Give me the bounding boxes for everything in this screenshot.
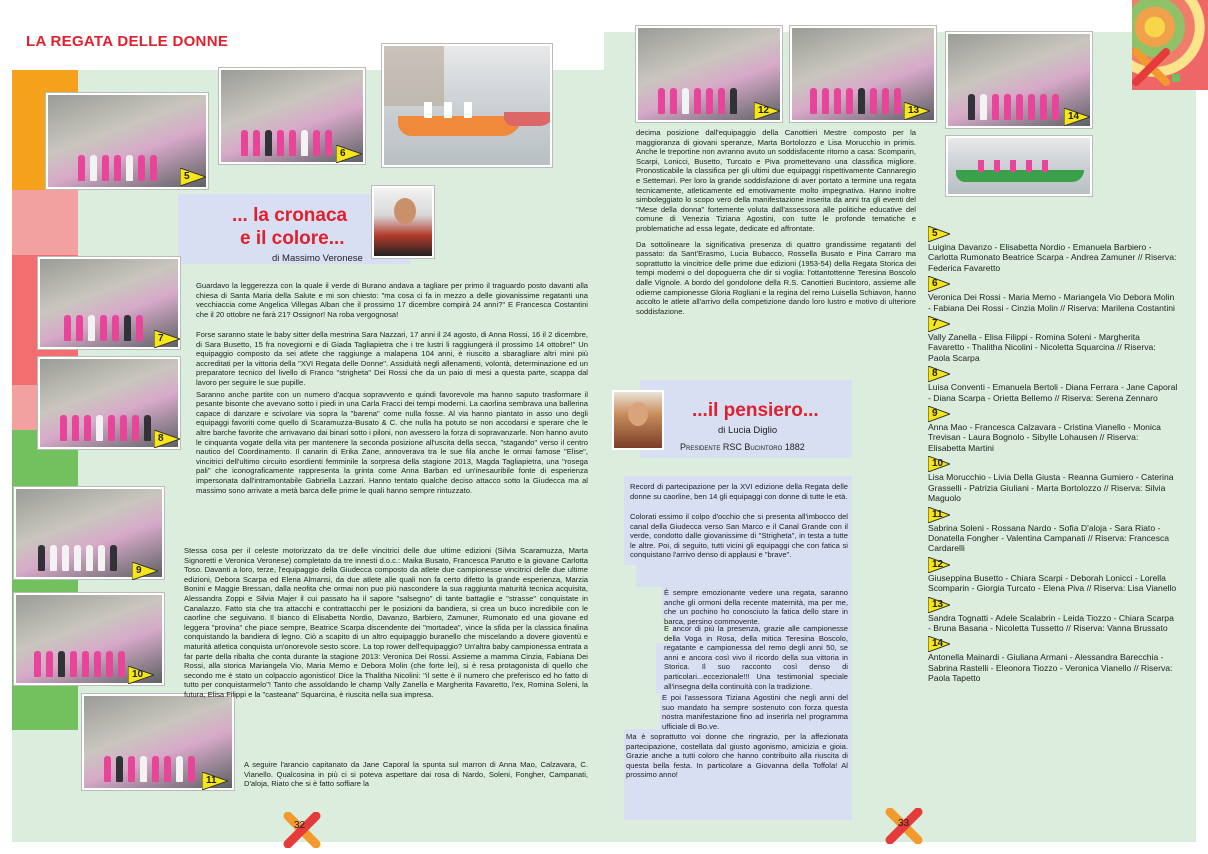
author-portrait-veronese <box>372 186 434 258</box>
crew-names: Luisa Conventi - Emanuela Bertoli - Diana Ferrara - Jane Caporal - Diana Scarpa - Orietta Bellemo // Riserva: Serena Zennaro <box>928 382 1178 403</box>
pensiero-box-cutout-5 <box>624 693 660 729</box>
pensiero-paragraph-3: È sempre emozionante vedere una regata, saranno anche gli ormoni della recente maternità, ma per me, che un pochino ho conosciuto la fatica dello stare in barca, persino commovente. <box>664 588 848 626</box>
crew-names: Sabrina Soleni - Rossana Nardo - Sofia D'aloja - Sara Riato - Donatella Fongher - Valentina Campanati // Riserva: Francesca Cardarelli <box>928 522 1170 554</box>
pensiero-box-cutout-2 <box>624 587 662 619</box>
pensiero-role: Presidente RSC Bucintoro 1882 <box>680 442 805 452</box>
page-number-right: 33 <box>898 818 910 829</box>
cronaca-title-line2: e il colore... <box>240 228 345 249</box>
cronaca-paragraph-3: Saranno anche partite con un numero d'acqua sopravvento e quindi favorevole ma hanno saputo trasformare il pesante bisonte che avevano sotto i piedi in una Carla Fracci dei tempi moderni. La caorlina sembrava una ballerina capace di danzare e scivolare via sopra la "barena" come nulla fosse. Al via hanno piantato in asso uno degli equipaggi favoriti come quello di Scaramuzza-Busato & C. che nulla ha potuto se non accodarsi e sperare che le altre barche favorite che arrivavano dai binari sotto i piloni, non avessero la forza di sopravanzarle. Non hanno avuto le cinquanta vogate della vita per mantenere la seconda posizione all'uscita della secca, "stagando" verso il centro nautico del Coordinamento. Il canarin di Erika Zane, annoverava tra le sue fila anche le ormai famose "Elise", vincitrici dell'ultimo circuito esordienti femminile la sorpresa della stagione 2013, Magda Tagliapietra, una "rosega pali" che iconograficamente rappresenta la grinta come Anna Barban ed un'inesauribile fonte di esperienza impersonata dall'intramontabile Gabriella Lazzari. Hanno tentato qualche deciso attacco sotto la Giudecca ma al massimo sono arrivate a metà barca delle prime le quali hanno sempre rintuzzato. <box>196 389 588 495</box>
cronaca-paragraph-4: Stessa cosa per il celeste motorizzato da tre delle vincitrici delle due ultime edizioni (Silvia Scaramuzza, Marta Signoretti e Veronica Veronese) completato da tre innesti d.o.c.: Maika Busato, Francesca Parutto e la giovane Carlotta Toso. Davanti a loro, terze, l'equipaggio della Giudecca composto da atlete due campionesse vincitrici delle due ultime edizioni, Debora Scarpa ed Elena Almansi, da due atlete alle quali non fa certo difetto la grande esperienza, Marzia Bonini e Maggie Bressan, dalla neofita che ormai non puo più nascondere la sua raggiunta maturità tecnica acquisita, Alessandra Zoppi e Silvia Majer il cui passato ha il sapore "salsegno" di tante battaglie e "strasse" conquistate in Canalazzo. Fatto sta che tra attacchi e contrattacchi per le posizioni da bandiera, si crea un buco incredibile con le caorline che seguivano. Il bianco di Elisabetta Nordio, Davanzo, Barbiero, Zamuner, Rumonato ed una giovane ed leggera "provina" che piace sempre, Beatrice Scarpa discendente dei "mortadea", vince la sfida per la classica finalina conquistando la bandiera di legno. Ciò a scapito di un altro equipaggio buranello che miscelando a dovere gioventù e maturità atletica conquista un'onorevole sesto score. La top rower dell'equipaggio? Un'altra baby campionessa entrata a far parte della ribalta che conta durante la stagione 2013: Veronica Dei Rossi. Assieme a mamma Cinzia, Fabiana Dei Rossi, alla storica Mariangela Vio, Maria Memo e Debora Molin (che forte lei), si è resa protagonista di quello che secondo me è stato un colpaccio agonistico! Dice la Thalitha Nicolini: "il sette è il numero che preferisco ed ho fatto di tutto per conquistarmelo"! Tanto che assoldando le champ Vally Zanella e Margherita Favaretto, l'ex, Romina Soleni, la futura, Elisa Filippi e la "casteana" Squarcina, è riuscita nella sua impresa. <box>184 546 588 699</box>
pensiero-text-2 <box>630 512 848 562</box>
photo-badge-9: 9 <box>132 562 158 580</box>
crew-number-badge: 7 <box>928 316 950 332</box>
photo-badge-13: 13 <box>904 102 930 120</box>
pensiero-text-4 <box>664 624 848 693</box>
crew-entry <box>928 636 1178 683</box>
crew-number-badge: 8 <box>928 366 950 382</box>
crew-names: Sandra Tognatti - Adele Scalabrin - Leida Tiozzo - Chiara Scarpa - Bruna Basana - Nicoletta Tussetto // Riserva: Vanna Brussato <box>928 612 1174 633</box>
crew-entry <box>928 597 1178 634</box>
crew-entry <box>928 557 1178 594</box>
crew-entry <box>928 507 1178 554</box>
photo-badge-6: 6 <box>336 145 362 163</box>
side-band-green <box>12 430 78 730</box>
crew-number-badge: 11 <box>928 507 950 523</box>
pensiero-paragraph-4: E ancor di più la presenza, grazie alle campionesse della Voga in Rosa, della mitica Teresina Boscolo, regatante e campionessa del remo degli anni 50, se anni e ancora così vivo il ricordo della sua vittoria in Storica. Il suo racconto così denso di particolari...eccezionale!!! Una testimonial speciale all'insegna della continuità con la tradizione. <box>664 624 848 691</box>
photo-badge-5: 5 <box>180 168 206 186</box>
photo-badge-10: 10 <box>128 666 154 684</box>
cronaca-paragraph-1: Guardavo la leggerezza con la quale il verde di Burano andava a tagliare per primo il traguardo posto davanti alla chiesa di Santa Maria della Salute e mi son chiesto: "ma cosa ci fa in mezzo a delle giovanissime regatanti una vecchiaccia come Angelica Villegas Alban che il prossimo 17 dicembre compirà 24 anni?" E Francesca Costantini che il 20 ottobre ne farà 21? Ossignor! Na roba vergognosa! <box>196 281 588 319</box>
photo-badge-7: 7 <box>154 330 180 348</box>
pensiero-text-1 <box>630 482 848 503</box>
crew-number-badge: 12 <box>928 557 950 573</box>
middle-paragraph-2: Da sottolineare la significativa presenza di quattro grandissime regatanti del passato: da Sant'Erasmo, Lucia Bubacco, Rossella Busato e Pina Carraro ma soprattutto la vincitrice delle prime due edizioni (1953-54) della Regata Storica dei tempi moderni o del dopoguerra che dir si voglia: l'ottantottenne Teresina Boscolo dalle Vignole. A bordo del gondolone della R.S. Canottieri Bucintoro, assieme alle odierne campionesse Gloria Rogliani e la regina del remo Luisella Schiavon, hanno accolto le atlete all'arrivo della competizione dando loro lustro e motivo di ulteriore soddisfazione. <box>636 239 916 316</box>
crew-entry <box>928 226 1178 273</box>
pensiero-paragraph-6: Ma è soprattutto voi donne che ringrazio, per la affezionata partecipazione, costellata dal giusto agonismo, amicizia e gioia. Grazie anche a tutti coloro che hanno contribuito alla riuscita di questa bella festa. In particolare a Giovanna della Toffola! Al prossimo anno! <box>626 732 848 780</box>
cronaca-title-line1: ... la cronaca <box>232 205 348 226</box>
cronaca-paragraph-5: A seguire l'arancio capitanato da Jane Caporal la spunta sul marron di Anna Mao, Calzavara, C. Vianello. Qualcosina in più ci si poteva aspettare dai rosa di Nardo, Soleni, Fongher, Campanati, D'aloja, Riato che si è fatto soffiare la <box>244 760 588 789</box>
cronaca-byline: di Massimo Veronese <box>272 253 363 264</box>
crew-names: Antonella Mainardi - Giuliana Armani - Alessandra Barecchia - Sabrina Rastelli - Eleonora Tiozzo - Veronica Vianello // Riserva: Paola Tapetto <box>928 652 1173 684</box>
author-portrait-diglio <box>612 390 664 450</box>
crew-entry <box>928 366 1178 403</box>
cronaca-text-main <box>196 330 588 497</box>
middle-text <box>636 128 916 318</box>
crew-roster <box>928 226 1178 687</box>
crew-names: Anna Mao - Francesca Calzavara - Cristina Vianello - Monica Trevisan - Laura Bognolo - Sibylle Lohausen // Riserva: Elisabetta Martini <box>928 422 1161 453</box>
crew-number-badge: 6 <box>928 276 950 292</box>
crew-names: Luigina Davanzo - Elisabetta Nordio - Emanuela Barbiero - Carlotta Rumonato Beatrice Scarpa - Andrea Zamuner // Riserva: Federica Favaretto <box>928 242 1177 273</box>
crew-number-badge: 13 <box>928 597 950 613</box>
section-title: LA REGATA DELLE DONNE <box>26 33 229 50</box>
crew-entry <box>928 276 1178 313</box>
crew-names: Vally Zanella - Elisa Filippi - Romina Soleni - Margherita Favaretto - Thalitha Nicolini - Nicoletta Squarcina // Riserva: Paola Scarpa <box>928 332 1156 363</box>
pensiero-paragraph-1: Record di partecipazione per la XVI edizione della Regata delle donne su caorline, ben 14 gli equipaggi con donne di tutte le età. <box>630 482 848 501</box>
pensiero-paragraph-2: Colorati essimo il colpo d'occhio che si presenta all'imbocco del canal della Giudecca verso San Marco e il Canal Grande con il verde, condotto dalle giovanissime di "Strigheta", in testa a tutte le altre. Poi, di seguito, tutti vicini gli equipaggi che con fatica si conquistano l'arrivo denso di applausi e "brave". <box>630 512 848 560</box>
middle-paragraph-1: decima posizione dall'equipaggio della Canottieri Mestre composto per la maggioranza di giovani speranze, Marta Bortolozzo e Lisa Morucchio in primis. Anche le treportine non avranno avuto un soddisfacente ritorno a casa: Scomparin, Scarpi, Lonicci, Busetto, Turcato e Piva promettevano una classifica migliore. Pronosticabile la classifica per gli ultimi due equipaggi rispettivamente Cannaregio e Settemari. Per loro la grande soddisfazione di aver portato a termine una regata tecnicamente, atleticamente ed emotivamente molto impegnativa. Hanno inoltre simboleggiato lo scopo vero della manifestazione inserita da anni tra gli eventi del "Mese della donna" fortemente voluta dall'assessora alle politiche educative del comune di Venezia Tiziana Agostini, con tutte le profonde tematiche e problematiche ad essa legate, dedicate ed affrontate. <box>636 128 916 233</box>
cronaca-text-lower <box>184 546 588 702</box>
crew-entry <box>928 406 1178 453</box>
cronaca-text-top <box>196 281 588 321</box>
crew-number-badge: 10 <box>928 456 950 472</box>
pensiero-box-cutout-1 <box>624 565 636 587</box>
crew-names: Veronica Dei Rossi - Maria Memo - Mariangela Vio Debora Molin - Fabiana Dei Rossi - Cinzia Molin // Riserva: Marilena Costantini <box>928 292 1175 313</box>
crew-number-badge: 5 <box>928 226 950 242</box>
cronaca-paragraph-2: Forse saranno state le baby sitter della mestrina Sara Nazzari, 17 anni il 24 agosto, di Anna Rossi, 16 il 2 dicembre, di Sara Busetto, 15 fra novegiorni e di Giada Tagliapietra che i tre lustri li raggiungerà il prossimo 14 ottobre!" Un equipaggio composto da sei atlete che raggiunge a malapena 104 anni, è riuscito a sbaragliare altri mini più accreditati per la vittoria della "XVI Regata delle Donne". Assiduità negli allenamenti, volontà, determinazione ed un preparatore tecnico del livello di Franco "strigheta" Dei Rossi che da un paio di mesi a questa parte, scappa dal lavoro per seguire le sue pupille. <box>196 330 588 387</box>
pensiero-byline: di Lucia Diglio <box>718 425 778 436</box>
pensiero-box-cutout-4 <box>624 643 656 693</box>
photo-badge-14: 14 <box>1064 108 1090 126</box>
photo-badge-12: 12 <box>754 102 780 120</box>
pensiero-title: ...il pensiero... <box>692 400 819 421</box>
boat-race-photo <box>382 44 552 167</box>
page-number-left: 32 <box>294 820 306 831</box>
crew-number-badge: 14 <box>928 636 950 652</box>
pensiero-text-6 <box>626 732 848 782</box>
pensiero-text-5 <box>662 693 848 733</box>
crew-names: Lisa Morucchio - Livia Della Giusta - Reanna Gumiero - Caterina Grasselli - Patrizia Giuliani - Marta Bortolozzo // Riserva: Silvia Maguolo <box>928 472 1174 504</box>
pensiero-paragraph-5: E poi l'assessora Tiziana Agostini che negli anni del suo mandato ha sempre sostenuto con forza questa nostra manifestazione fino ad inserirla nel programma ufficiale di Bo.ve. <box>662 693 848 731</box>
crew-names: Giuseppina Busetto - Chiara Scarpi - Deborah Lonicci - Lorella Scomparin - Giorgia Turcato - Elena Piva // Riserva: Lisa Vianello <box>928 572 1177 594</box>
pensiero-text-3 <box>664 588 848 628</box>
corner-artwork <box>1132 0 1208 90</box>
green-boat-photo <box>946 136 1092 196</box>
crew-number-badge: 9 <box>928 406 950 422</box>
crew-entry <box>928 316 1178 363</box>
photo-badge-11: 11 <box>202 772 228 790</box>
crew-entry <box>928 456 1178 503</box>
photo-badge-8: 8 <box>154 430 180 448</box>
cronaca-text-bottom <box>244 760 588 791</box>
